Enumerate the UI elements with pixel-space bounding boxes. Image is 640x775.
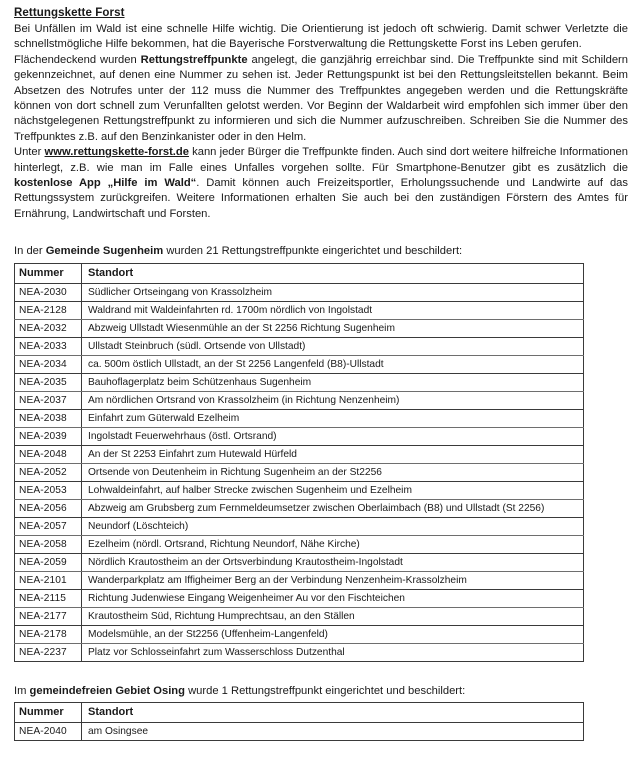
table-row	[15, 589, 584, 607]
page-title: Rettungskette Forst	[14, 7, 125, 19]
intro-paragraphs	[14, 22, 628, 222]
table-row	[15, 283, 584, 301]
cell-nummer: NEA-2039	[15, 427, 82, 445]
paragraph-p3	[14, 145, 628, 222]
cell-standort: Wanderparkplatz am Iffigheimer Berg an der Verbindung Nenzenheim-Krassolzheim	[82, 571, 584, 589]
section-intro-text: wurde 1 Rettungstreffpunkt eingerichtet und beschildert:	[184, 684, 466, 697]
paragraph-text: Unter	[14, 146, 45, 159]
table-row	[15, 337, 584, 355]
paragraph-emphasis: Rettungstreffpunkte	[140, 53, 248, 66]
table-header-row	[15, 703, 584, 723]
table-row	[15, 607, 584, 625]
table-row	[15, 373, 584, 391]
cell-standort: Platz vor Schlosseinfahrt zum Wasserschloss Dutzenthal	[82, 643, 584, 661]
table-row	[15, 723, 584, 741]
paragraph-text: Bei Unfällen im Wald ist eine schnelle Hilfe wichtig. Die Orientierung ist jedoch oft schwierig. Damit schwer Verletzte die schnellstmögliche Hilfe bekommen, hat die Bayerische Forstverwaltung die Rettungskette Forst ins Leben gerufen.	[14, 23, 628, 51]
table-row	[15, 463, 584, 481]
cell-standort: Neundorf (Löschteich)	[82, 517, 584, 535]
paragraph-text: kann jeder Bürger die Treffpunkte finden. Auch sind dort weitere hilfreiche Informationen hinterlegt, z.B. wie man im Falle eines Unfalles vorgehen sollte. Für Smartphone-Benutzer gibt es zusätzlich die	[14, 146, 629, 174]
cell-standort: Südlicher Ortseingang von Krassolzheim	[82, 283, 584, 301]
cell-nummer: NEA-2237	[15, 643, 82, 661]
table-row	[15, 445, 584, 463]
cell-nummer: NEA-2033	[15, 337, 82, 355]
rettungskette-forst-url[interactable]: www.rettungskette-forst.de	[44, 146, 189, 159]
cell-nummer: NEA-2057	[15, 517, 82, 535]
table-row	[15, 481, 584, 499]
table-row	[15, 535, 584, 553]
cell-nummer: NEA-2178	[15, 625, 82, 643]
cell-nummer: NEA-2040	[15, 723, 82, 741]
cell-standort: Modelsmühle, an der St2256 (Uffenheim-Langenfeld)	[82, 625, 584, 643]
table-header-row	[15, 263, 584, 283]
cell-nummer: NEA-2048	[15, 445, 82, 463]
cell-nummer: NEA-2034	[15, 355, 82, 373]
section-spacer	[14, 662, 628, 684]
cell-standort: Lohwaldeinfahrt, auf halber Strecke zwischen Sugenheim und Ezelheim	[82, 481, 584, 499]
cell-standort: Ullstadt Steinbruch (südl. Ortsende von Ullstadt)	[82, 337, 584, 355]
cell-nummer: NEA-2059	[15, 553, 82, 571]
cell-nummer: NEA-2037	[15, 391, 82, 409]
cell-standort: Richtung Judenwiese Eingang Weigenheimer Au vor den Fischteichen	[82, 589, 584, 607]
column-header-nummer: Nummer	[15, 703, 82, 723]
cell-nummer: NEA-2128	[15, 301, 82, 319]
table-row	[15, 301, 584, 319]
cell-nummer: NEA-2035	[15, 373, 82, 391]
cell-nummer: NEA-2115	[15, 589, 82, 607]
paragraph-text: angelegt, die ganzjährig erreichbar sind. Die Treffpunkte sind mit Schildern gekennzeichnet, auf denen eine Nummer zu sehen ist. Jeder Rettungspunkt ist bei den Rettungsleitstellen bekannt. Beim Absetzen des Notrufes unter der 112 muss die Nummer des Treffpunktes angegeben werden und die Rettungskräfte können von dort schnell zum Verunfallten gelotst werden. Vor Beginn der Waldarbeit wird empfohlen sich immer über den nächstgelegenen Rettungstreffpunkt zu informieren und sich die Nummer aufzuschreiben. Schreiben Sie die Nummer des Treffpunktes z.B. auf den Benzinkanister oder in den Helm.	[14, 53, 628, 143]
cell-standort: Ingolstadt Feuerwehrhaus (östl. Ortsrand)	[82, 427, 584, 445]
cell-standort: am Osingsee	[82, 723, 584, 741]
rescue-points-table-osing	[14, 702, 584, 741]
cell-nummer: NEA-2032	[15, 319, 82, 337]
section-intro-text: In der	[14, 245, 46, 258]
cell-nummer: NEA-2053	[15, 481, 82, 499]
cell-standort: Einfahrt zum Güterwald Ezelheim	[82, 409, 584, 427]
cell-nummer: NEA-2038	[15, 409, 82, 427]
cell-nummer: NEA-2056	[15, 499, 82, 517]
cell-standort: Abzweig Ullstadt Wiesenmühle an der St 2256 Richtung Sugenheim	[82, 319, 584, 337]
table-row	[15, 355, 584, 373]
cell-standort: ca. 500m östlich Ullstadt, an der St 2256 Langenfeld (B8)-Ullstadt	[82, 355, 584, 373]
paragraph-text: Flächendeckend wurden	[14, 53, 141, 66]
section-intro-text: Im	[14, 684, 30, 697]
table-row	[15, 319, 584, 337]
section-spacer	[14, 222, 628, 244]
cell-standort: Abzweig am Grubsberg zum Fernmeldeumsetzer zwischen Oberlaimbach (B8) und Ullstadt (St 2256)	[82, 499, 584, 517]
section-intro-text: wurden 21 Rettungstreffpunkte eingerichtet und beschildert:	[163, 245, 463, 258]
section-intro-emphasis: Gemeinde Sugenheim	[45, 245, 164, 258]
cell-standort: Am nördlichen Ortsrand von Krassolzheim (in Richtung Nenzenheim)	[82, 391, 584, 409]
table-row	[15, 499, 584, 517]
rescue-point-sections	[14, 244, 628, 741]
paragraph-text: . Damit können auch Freizeitsportler, Erholungssuchende und Landwirte auf das Rettungssystem zurückgreifen. Weitere Informationen erhalten Sie auch bei den zuständigen Förstern des Amtes für Ernährung, Landwirtschaft und Forsten.	[14, 177, 628, 220]
document-content	[14, 6, 628, 741]
table-row	[15, 427, 584, 445]
column-header-standort: Standort	[82, 703, 584, 723]
cell-standort: Ortsende von Deutenheim in Richtung Sugenheim an der St2256	[82, 463, 584, 481]
cell-standort: Krautostheim Süd, Richtung Humprechtsau, an den Ställen	[82, 607, 584, 625]
section-intro-emphasis: gemeindefreien Gebiet Osing	[29, 684, 185, 697]
cell-nummer: NEA-2101	[15, 571, 82, 589]
table-row	[15, 409, 584, 427]
cell-nummer: NEA-2177	[15, 607, 82, 625]
cell-standort: Nördlich Krautostheim an der Ortsverbindung Krautostheim-Ingolstadt	[82, 553, 584, 571]
column-header-nummer: Nummer	[15, 263, 82, 283]
table-row	[15, 553, 584, 571]
paragraph-emphasis: kostenlose App „Hilfe im Wald“	[14, 177, 197, 190]
table-row	[15, 643, 584, 661]
cell-standort: Bauhoflagerplatz beim Schützenhaus Sugenheim	[82, 373, 584, 391]
table-row	[15, 571, 584, 589]
paragraph-p2	[14, 53, 628, 145]
cell-nummer: NEA-2030	[15, 283, 82, 301]
cell-standort: Ezelheim (nördl. Ortsrand, Richtung Neundorf, Nähe Kirche)	[82, 535, 584, 553]
rescue-points-table-sugenheim	[14, 263, 584, 662]
cell-standort: An der St 2253 Einfahrt zum Hutewald Hürfeld	[82, 445, 584, 463]
cell-nummer: NEA-2052	[15, 463, 82, 481]
table-row	[15, 391, 584, 409]
section-intro-osing	[14, 684, 628, 699]
table-row	[15, 517, 584, 535]
cell-standort: Waldrand mit Waldeinfahrten rd. 1700m nördlich von Ingolstadt	[82, 301, 584, 319]
table-row	[15, 625, 584, 643]
column-header-standort: Standort	[82, 263, 584, 283]
paragraph-p1	[14, 22, 628, 53]
cell-nummer: NEA-2058	[15, 535, 82, 553]
section-intro-sugenheim	[14, 244, 628, 259]
